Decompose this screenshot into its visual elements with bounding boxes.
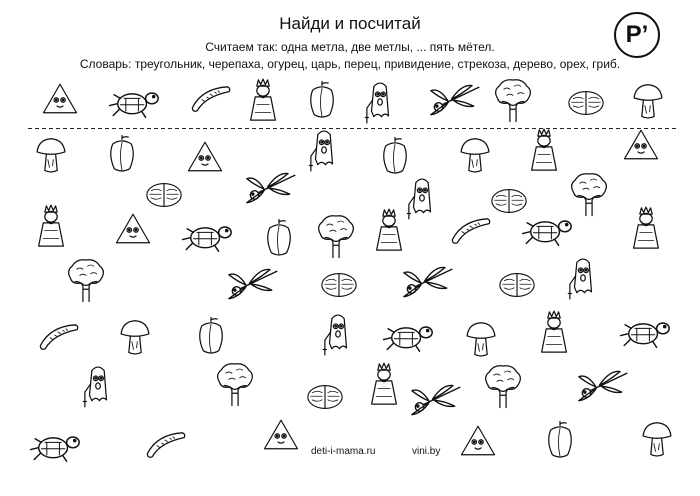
triangle-icon xyxy=(459,424,497,457)
tree-icon xyxy=(66,258,106,302)
turtle-icon xyxy=(27,428,81,464)
mushroom-icon xyxy=(458,136,492,174)
tree-icon xyxy=(316,214,356,258)
ghost-icon xyxy=(363,80,397,124)
dragonfly-icon xyxy=(405,382,465,420)
pepper-icon xyxy=(105,134,139,174)
tree-icon xyxy=(493,78,533,122)
mushroom-icon xyxy=(118,318,152,356)
pepper-icon xyxy=(262,218,296,258)
letter-badge: P’ xyxy=(614,12,660,58)
pepper-icon xyxy=(194,316,228,356)
triangle-icon xyxy=(262,418,300,451)
ghost-icon xyxy=(405,176,439,220)
pepper-icon xyxy=(543,420,577,460)
tree-icon xyxy=(569,172,609,216)
mushroom-icon xyxy=(464,320,498,358)
ghost-icon xyxy=(307,128,341,172)
tree-icon xyxy=(483,364,523,408)
instruction-text: Считаем так: одна метла, две метлы, ... пять мётел. xyxy=(205,40,495,54)
turtle-icon xyxy=(106,84,160,120)
pepper-icon xyxy=(305,80,339,120)
walnut-icon xyxy=(497,270,537,300)
triangle-icon xyxy=(114,212,152,245)
footer-site-left: deti-i-mama.ru xyxy=(311,446,376,457)
mushroom-icon xyxy=(631,82,665,120)
walnut-icon xyxy=(566,88,606,118)
tsar-icon xyxy=(372,208,406,252)
tsar-icon xyxy=(34,204,68,248)
tsar-icon xyxy=(246,78,280,122)
cucumber-icon xyxy=(446,214,494,246)
dragonfly-icon xyxy=(240,170,300,208)
cucumber-icon xyxy=(141,428,189,460)
turtle-icon xyxy=(179,218,233,254)
triangle-icon xyxy=(186,140,224,173)
dragonfly-icon xyxy=(572,368,632,406)
dragonfly-icon xyxy=(397,264,457,302)
dragonfly-icon xyxy=(424,82,484,120)
tsar-icon xyxy=(629,206,663,250)
walnut-icon xyxy=(144,180,184,210)
turtle-icon xyxy=(617,314,671,350)
pepper-icon xyxy=(378,136,412,176)
footer-site-right: vini.by xyxy=(412,446,441,457)
cucumber-icon xyxy=(186,82,234,114)
turtle-icon xyxy=(519,212,573,248)
tsar-icon xyxy=(537,310,571,354)
tsar-icon xyxy=(367,362,401,406)
tree-icon xyxy=(215,362,255,406)
triangle-icon xyxy=(622,128,660,161)
ghost-icon xyxy=(81,364,115,408)
walnut-icon xyxy=(305,382,345,412)
dictionary-text: Словарь: треугольник, черепаха, огурец, царь, перец, привидение, стрекоза, дерево, орех, гриб. xyxy=(79,57,621,71)
ghost-icon xyxy=(321,312,355,356)
tsar-icon xyxy=(527,128,561,172)
ghost-icon xyxy=(566,256,600,300)
page-title: Найди и посчитай xyxy=(279,14,421,33)
divider xyxy=(28,128,676,129)
mushroom-icon xyxy=(34,136,68,174)
mushroom-icon xyxy=(640,420,674,458)
triangle-icon xyxy=(41,82,79,115)
cucumber-icon xyxy=(34,320,82,352)
walnut-icon xyxy=(319,270,359,300)
turtle-icon xyxy=(380,318,434,354)
dragonfly-icon xyxy=(222,266,282,304)
